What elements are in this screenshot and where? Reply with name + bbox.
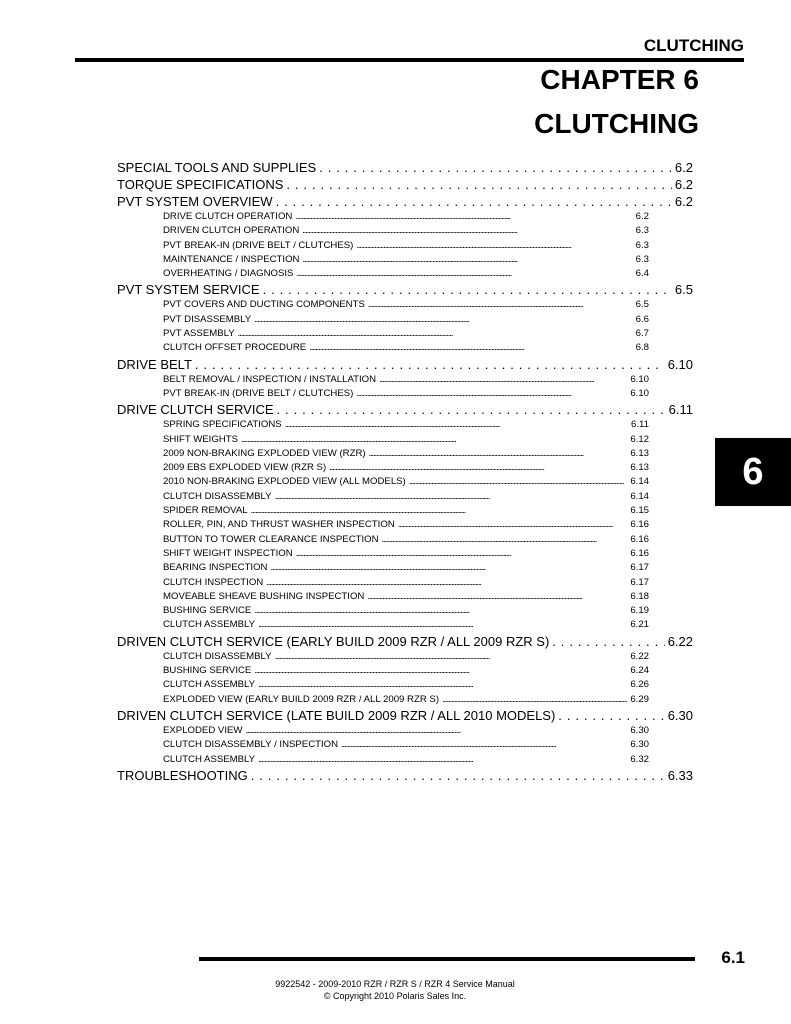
toc-subentry[interactable] xyxy=(117,561,649,575)
toc-entry-title: BEARING INSPECTION xyxy=(163,562,268,574)
toc-entry[interactable] xyxy=(117,356,693,373)
toc-entry-title: CLUTCH DISASSEMBLY / INSPECTION xyxy=(163,739,339,751)
toc-entry-page: 6.11 xyxy=(631,419,649,431)
toc-entry-page: 6.2 xyxy=(635,211,649,222)
dot-leader xyxy=(341,738,627,752)
toc-entry-page: 6.2 xyxy=(674,177,693,192)
chapter-title-heading: CLUTCHING xyxy=(534,108,699,139)
toc-entry-title: 2010 NON-BRAKING EXPLODED VIEW (ALL MODELS) xyxy=(163,476,406,488)
toc-entry[interactable] xyxy=(117,193,693,210)
toc-entry-title: BUSHING SERVICE xyxy=(163,605,252,617)
toc-entry-title: DRIVE CLUTCH SERVICE xyxy=(117,402,274,418)
toc-subentry[interactable] xyxy=(117,678,649,692)
dot-leader xyxy=(356,387,627,401)
footer-rule xyxy=(199,957,695,961)
toc-entry-title: MOVEABLE SHEAVE BUSHING INSPECTION xyxy=(163,590,365,602)
toc-entry-page: 6.26 xyxy=(630,679,649,691)
toc-entry-page: 6.15 xyxy=(630,505,649,517)
toc-entry-page: 6.2 xyxy=(674,194,693,209)
toc-subentry[interactable] xyxy=(117,447,649,461)
dot-leader xyxy=(266,576,627,590)
toc-entry-title: CLUTCH ASSEMBLY xyxy=(163,619,256,631)
toc-entry-page: 6.19 xyxy=(630,605,649,617)
dot-leader xyxy=(356,239,632,253)
running-header-title: CLUTCHING xyxy=(643,36,744,55)
toc-entry-page: 6.30 xyxy=(630,724,649,736)
toc-subentry[interactable] xyxy=(117,604,649,618)
toc-entry-page: 6.21 xyxy=(630,619,649,631)
toc-entry[interactable] xyxy=(117,707,693,724)
copyright-line: © Copyright 2010 Polaris Sales Inc. xyxy=(323,991,467,1001)
toc-entry-page: 6.2 xyxy=(674,160,693,175)
toc-entry-title: PVT BREAK-IN (DRIVE BELT / CLUTCHES) xyxy=(163,239,354,251)
toc-entry-title: EXPLODED VIEW xyxy=(163,724,243,736)
toc-subentry[interactable] xyxy=(117,753,649,767)
table-of-contents xyxy=(117,159,693,784)
toc-entry-title: MAINTENANCE / INSPECTION xyxy=(163,253,300,265)
dot-leader xyxy=(254,604,627,618)
toc-entry-title: CLUTCH OFFSET PROCEDURE xyxy=(163,342,307,354)
toc-subentry[interactable] xyxy=(117,650,649,664)
dot-leader xyxy=(558,707,664,724)
toc-subentry[interactable] xyxy=(117,590,649,604)
toc-entry-page: 6.10 xyxy=(630,387,649,399)
toc-subentry[interactable] xyxy=(117,504,649,518)
manual-line: 9922542 - 2009-2010 RZR / RZR S / RZR 4 Service Manual xyxy=(275,979,515,989)
toc-entry[interactable] xyxy=(117,767,693,784)
toc-entry-page: 6.10 xyxy=(667,356,693,372)
toc-entry-page: 6.7 xyxy=(635,328,649,340)
toc-entry-page: 6.11 xyxy=(668,402,693,418)
toc-entry-title: 2009 NON-BRAKING EXPLODED VIEW (RZR) xyxy=(163,447,366,459)
dot-leader xyxy=(302,224,632,238)
dot-leader xyxy=(276,193,672,210)
toc-entry-page: 6.22 xyxy=(630,650,649,662)
toc-entry-page: 6.18 xyxy=(630,590,649,602)
toc-subentry[interactable] xyxy=(117,267,649,281)
toc-subentry[interactable] xyxy=(117,253,649,267)
toc-entry-title: DRIVEN CLUTCH SERVICE (EARLY BUILD 2009 RZR / ALL 2009 RZR S) xyxy=(117,633,550,649)
toc-entry-page: 6.13 xyxy=(630,447,649,459)
footer-text xyxy=(200,978,590,1002)
dot-leader xyxy=(251,767,665,784)
toc-subentry[interactable] xyxy=(117,461,649,475)
toc-entry-title: PVT SYSTEM OVERVIEW xyxy=(117,194,273,209)
dot-leader xyxy=(258,753,627,767)
toc-subentry[interactable] xyxy=(117,533,649,547)
dot-leader xyxy=(286,176,672,193)
chapter-number-heading: CHAPTER 6 xyxy=(540,64,699,95)
toc-entry-title: CLUTCH INSPECTION xyxy=(163,576,264,588)
toc-subentry[interactable] xyxy=(117,373,649,387)
toc-entry-title: PVT BREAK-IN (DRIVE BELT / CLUTCHES) xyxy=(163,387,354,399)
toc-entry-page: 6.16 xyxy=(630,533,649,545)
toc-subentry[interactable] xyxy=(117,298,649,312)
dot-leader xyxy=(398,518,628,532)
dot-leader xyxy=(409,475,628,489)
toc-entry-title: PVT ASSEMBLY xyxy=(163,328,235,340)
toc-entry-title: SPRING SPECIFICATIONS xyxy=(163,419,282,431)
toc-entry-page: 6.13 xyxy=(630,462,649,474)
dot-leader xyxy=(369,447,628,461)
toc-entry-page: 6.33 xyxy=(667,767,693,783)
toc-entry-title: OVERHEATING / DIAGNOSIS xyxy=(163,268,294,280)
toc-entry-page: 6.16 xyxy=(630,547,649,559)
dot-leader xyxy=(309,341,632,355)
toc-subentry[interactable] xyxy=(117,239,649,253)
toc-entry-page: 6.17 xyxy=(630,562,649,574)
toc-entry-page: 6.24 xyxy=(630,665,649,677)
toc-entry-title: SPECIAL TOOLS AND SUPPLIES xyxy=(117,160,317,175)
toc-subentry[interactable] xyxy=(117,418,649,432)
dot-leader xyxy=(238,327,633,341)
toc-entry-page: 6.32 xyxy=(630,753,649,765)
toc-entry[interactable] xyxy=(117,159,693,176)
toc-entry-title: DRIVEN CLUTCH OPERATION xyxy=(163,225,300,237)
toc-entry-title: DRIVE CLUTCH OPERATION xyxy=(163,211,293,222)
dot-leader xyxy=(367,590,627,604)
toc-entry-title: SHIFT WEIGHTS xyxy=(163,433,238,445)
toc-subentry[interactable] xyxy=(117,664,649,678)
toc-subentry[interactable] xyxy=(117,490,649,504)
toc-entry-page: 6.30 xyxy=(630,739,649,751)
toc-entry-page: 6.3 xyxy=(635,225,649,237)
toc-entry-title: DRIVE BELT xyxy=(117,356,192,372)
dot-leader xyxy=(329,461,627,475)
toc-entry-page: 6.30 xyxy=(667,707,693,723)
toc-entry-title: PVT SYSTEM SERVICE xyxy=(117,282,260,298)
toc-entry-page: 6.16 xyxy=(630,519,649,531)
dot-leader xyxy=(245,724,627,738)
toc-entry-page: 6.14 xyxy=(630,490,649,502)
toc-entry-title: BELT REMOVAL / INSPECTION / INSTALLATION xyxy=(163,373,377,385)
header-rule xyxy=(75,58,744,62)
toc-entry-title: PVT COVERS AND DUCTING COMPONENTS xyxy=(163,299,365,311)
chapter-tab: 6 xyxy=(715,438,791,506)
dot-leader xyxy=(241,433,627,447)
dot-leader xyxy=(302,253,632,267)
dot-leader xyxy=(296,547,628,561)
toc-entry-title: SPIDER REMOVAL xyxy=(163,505,248,517)
toc-subentry[interactable] xyxy=(117,618,649,632)
toc-subentry[interactable] xyxy=(117,341,649,355)
toc-entry[interactable] xyxy=(117,633,693,650)
dot-leader xyxy=(442,693,627,707)
toc-entry-page: 6.10 xyxy=(630,373,649,385)
dot-leader xyxy=(295,210,632,224)
dot-leader xyxy=(368,298,633,312)
toc-subentry[interactable] xyxy=(117,224,649,238)
dot-leader xyxy=(275,490,628,504)
dot-leader xyxy=(285,418,628,432)
toc-entry-title: SHIFT WEIGHT INSPECTION xyxy=(163,547,293,559)
dot-leader xyxy=(254,313,633,327)
toc-entry[interactable] xyxy=(117,176,693,193)
toc-entry-page: 6.29 xyxy=(630,693,649,705)
toc-entry-page: 6.4 xyxy=(635,268,649,280)
toc-entry-page: 6.3 xyxy=(635,253,649,265)
toc-entry-title: BUTTON TO TOWER CLEARANCE INSPECTION xyxy=(163,533,379,545)
dot-leader xyxy=(251,504,628,518)
toc-entry[interactable] xyxy=(117,281,693,298)
toc-entry-title: BUSHING SERVICE xyxy=(163,665,252,677)
dot-leader xyxy=(258,618,627,632)
toc-subentry[interactable] xyxy=(117,724,649,738)
toc-subentry[interactable] xyxy=(117,738,649,752)
toc-entry-page: 6.12 xyxy=(630,433,649,445)
toc-subentry[interactable] xyxy=(117,433,649,447)
toc-subentry[interactable] xyxy=(117,693,649,707)
toc-entry-title: 2009 EBS EXPLODED VIEW (RZR S) xyxy=(163,462,327,474)
toc-entry-page: 6.3 xyxy=(635,239,649,251)
dot-leader xyxy=(254,664,627,678)
dot-leader xyxy=(382,533,628,547)
toc-entry-title: PVT DISASSEMBLY xyxy=(163,313,252,325)
toc-entry-page: 6.14 xyxy=(630,476,649,488)
toc-subentry[interactable] xyxy=(117,210,649,224)
toc-entry-title: ROLLER, PIN, AND THRUST WASHER INSPECTION xyxy=(163,519,395,531)
toc-entry-page: 6.6 xyxy=(635,313,649,325)
dot-leader xyxy=(319,159,672,176)
toc-entry-title: CLUTCH ASSEMBLY xyxy=(163,753,256,765)
toc-entry-page: 6.5 xyxy=(674,282,693,298)
toc-entry-title: CLUTCH ASSEMBLY xyxy=(163,679,256,691)
toc-entry-page: 6.5 xyxy=(635,299,649,311)
toc-entry-title: DRIVEN CLUTCH SERVICE (LATE BUILD 2009 RZR / ALL 2010 MODELS) xyxy=(117,707,556,723)
toc-subentry[interactable] xyxy=(117,518,649,532)
dot-leader xyxy=(258,678,627,692)
toc-subentry[interactable] xyxy=(117,475,649,489)
dot-leader xyxy=(552,633,664,650)
dot-leader xyxy=(195,356,665,373)
dot-leader xyxy=(270,561,627,575)
toc-entry-title: CLUTCH DISASSEMBLY xyxy=(163,650,272,662)
toc-entry-page: 6.8 xyxy=(635,342,649,354)
dot-leader xyxy=(379,373,627,387)
toc-subentry[interactable] xyxy=(117,387,649,401)
toc-entry-page: 6.17 xyxy=(630,576,649,588)
page-number: 6.1 xyxy=(721,948,745,967)
toc-entry-title: TORQUE SPECIFICATIONS xyxy=(117,177,284,192)
toc-entry-title: CLUTCH DISASSEMBLY xyxy=(163,490,272,502)
toc-subentry[interactable] xyxy=(117,313,649,327)
dot-leader xyxy=(296,267,632,281)
dot-leader xyxy=(277,401,666,418)
dot-leader xyxy=(275,650,628,664)
dot-leader xyxy=(263,281,672,298)
toc-subentry[interactable] xyxy=(117,547,649,561)
toc-subentry[interactable] xyxy=(117,576,649,590)
toc-entry-page: 6.22 xyxy=(667,633,693,649)
toc-entry[interactable] xyxy=(117,401,693,418)
toc-entry-title: TROUBLESHOOTING xyxy=(117,767,248,783)
toc-entry-title: EXPLODED VIEW (EARLY BUILD 2009 RZR / ALL 2009 RZR S) xyxy=(163,693,440,705)
toc-subentry[interactable] xyxy=(117,327,649,341)
